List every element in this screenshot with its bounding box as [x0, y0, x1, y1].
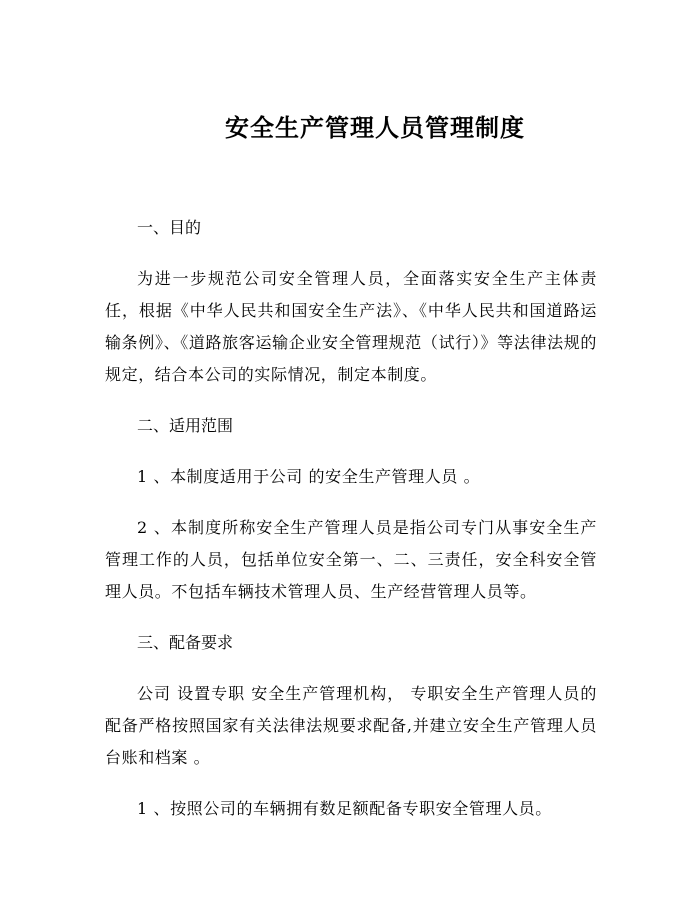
section-heading-scope: 二、适用范围 [137, 416, 234, 435]
paragraph-staffing-intro: 公司 设置专职 安全生产管理机构， 专职安全生产管理人员的配备严格按照国家有关法律法规要求配备,并建立安全生产管理人员台账和档案 。 [105, 684, 597, 767]
paragraph-purpose: 为进一步规范公司安全管理人员，全面落实安全生产主体责任，根据《中华人民共和国安全生产法》、《中华人民共和国道路运输条例》、《道路旅客运输企业安全管理规范（试行）》等法律法规的规定，结合本公司的实际情况，制定本制度。 [105, 269, 597, 384]
section-heading-staffing: 三、配备要求 [137, 633, 234, 652]
paragraph-scope-2: 2 、本制度所称安全生产管理人员是指公司专门从事安全生产管理工作的人员，包括单位安全第一、二、三责任，安全科安全管理人员。不包括车辆技术管理人员、生产经营管理人员等。 [105, 518, 597, 601]
paragraph-scope-1: 1 、本制度适用于公司 的安全生产管理人员 。 [137, 467, 481, 486]
document-title: 安全生产管理人员管理制度 [225, 113, 525, 142]
paragraph-staffing-1: 1 、按照公司的车辆拥有数足额配备专职安全管理人员。 [137, 799, 552, 818]
document-body [105, 212, 597, 844]
section-heading-purpose: 一、目的 [137, 218, 202, 237]
